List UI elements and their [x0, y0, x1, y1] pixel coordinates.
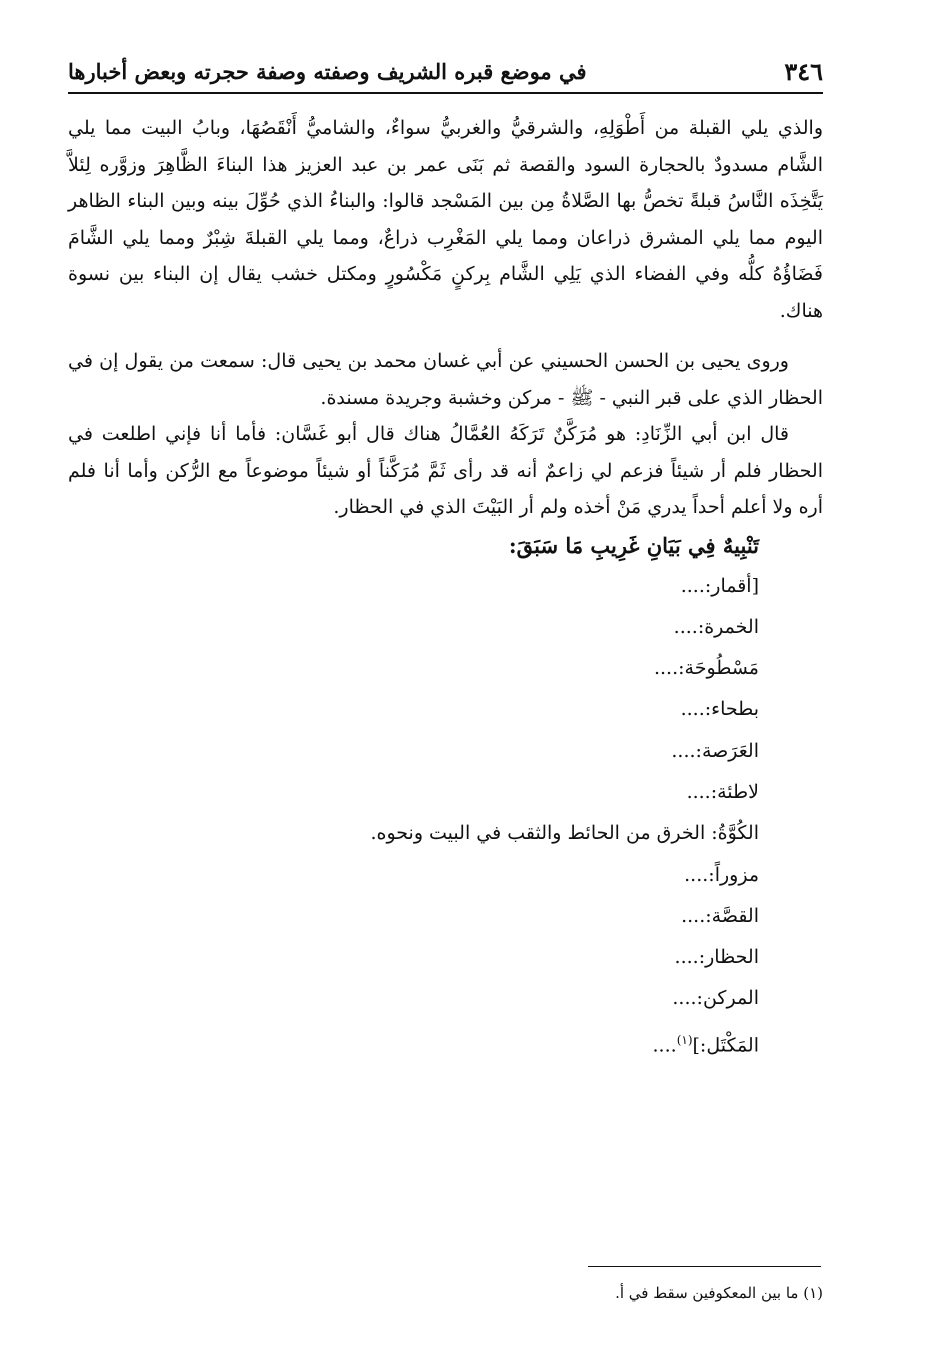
- glossary-item: [أقمار:....: [680, 574, 759, 597]
- glossary-item: لاطئة:....: [686, 780, 759, 803]
- paragraph: والذي يلي القبلة من أَطْوَلِهِ، والشرقيُّ والغربيُّ سواءٌ، والشاميُّ أَنْقَصُهَا، وبابُ البيت مما يلي الشَّام مسدودٌ بالحجارة السود والقصة ثم بَنَى عمر بن عبد العزيز هذا البناءَ الظَّاهِرَ وزوَّره لِئلاَّ يَتَّخِذَه النَّاسُ قبلةً تخصُّ بها الصَّلاةُ مِن بين المَسْجد قالوا: والبناءُ الذي حُوِّلَ بينه وبين البناء الظاهر اليوم مما يلي المشرق ذراعان ومما يلي المَغْرِب ذراعٌ، ومما يلي القبلةَ شِبْرٌ ومما يلي الشَّامَ فَضَاؤُهُ كلُّه وفي الفضاء الذي يَلِي الشَّام بِركنٍ مَكْسُورٍ ومكتل خشب يقال إن البناء بين نسوة هناك.: [68, 117, 823, 322]
- glossary-item: الكُوَّةُ: الخرق من الحائط والثقب في البيت ونحوه.: [370, 822, 759, 845]
- running-title: في موضع قبره الشريف وصفته وصفة حجرته وبعض أخبارها: [68, 58, 587, 84]
- glossary-item: الخمرة:....: [673, 615, 759, 638]
- glossary-item-last: [68, 1020, 759, 1067]
- glossary-item: القصَّة:....: [681, 904, 759, 927]
- glossary-term: المَكْتَل:]: [692, 1034, 759, 1057]
- page-number: ٣٤٦: [784, 56, 823, 86]
- glossary-list: [68, 566, 823, 1067]
- footnote-divider: [588, 1266, 821, 1267]
- main-text: [68, 110, 823, 1066]
- paragraph: قال ابن أبي الزِّنَادِ: هو مُرَكَّنٌ تَرَكَهُ العُمَّالُ هناك قال أبو غَسَّان: فأما أنا فإني اطلعت في الحظار فلم أر شيئاً فزعم لي زاعمٌ أنه قد رأى ثَمَّ مُرَكَّناً أو شيئاً موضوعاً مع الرُّكن وأما أنا فلم أره ولا أعلم أحداً يدري مَنْ أخذه ولم أر البَيْتَ الذي في الحظار.: [68, 423, 823, 518]
- page-header: [68, 50, 823, 94]
- glossary-item: العَرَصة:....: [671, 739, 759, 762]
- glossary-item: الحظار:....: [674, 946, 759, 969]
- glossary-item: مَسْطُوحَة:....: [653, 657, 759, 680]
- paragraph: وروى يحيى بن الحسن الحسيني عن أبي غسان محمد بن يحيى قال: سمعت من يقول إن في الحظار الذي على قبر النبي - ﷺ - مركن وخشبة وجريدة مسندة.: [68, 350, 823, 409]
- glossary-item: المركن:....: [672, 987, 759, 1010]
- footnote-marker: (١): [676, 1032, 693, 1047]
- footnote: (١) ما بين المعكوفين سقط في أ.: [615, 1284, 823, 1302]
- glossary-item: مزوراً:....: [684, 863, 759, 886]
- glossary-ellipsis: ....: [652, 1034, 677, 1057]
- glossary-item: بطحاء:....: [680, 698, 759, 721]
- section-heading: تَنْبِيهٌ فِي بَيَانِ غَرِيبِ مَا سَبَقَ:: [508, 532, 759, 558]
